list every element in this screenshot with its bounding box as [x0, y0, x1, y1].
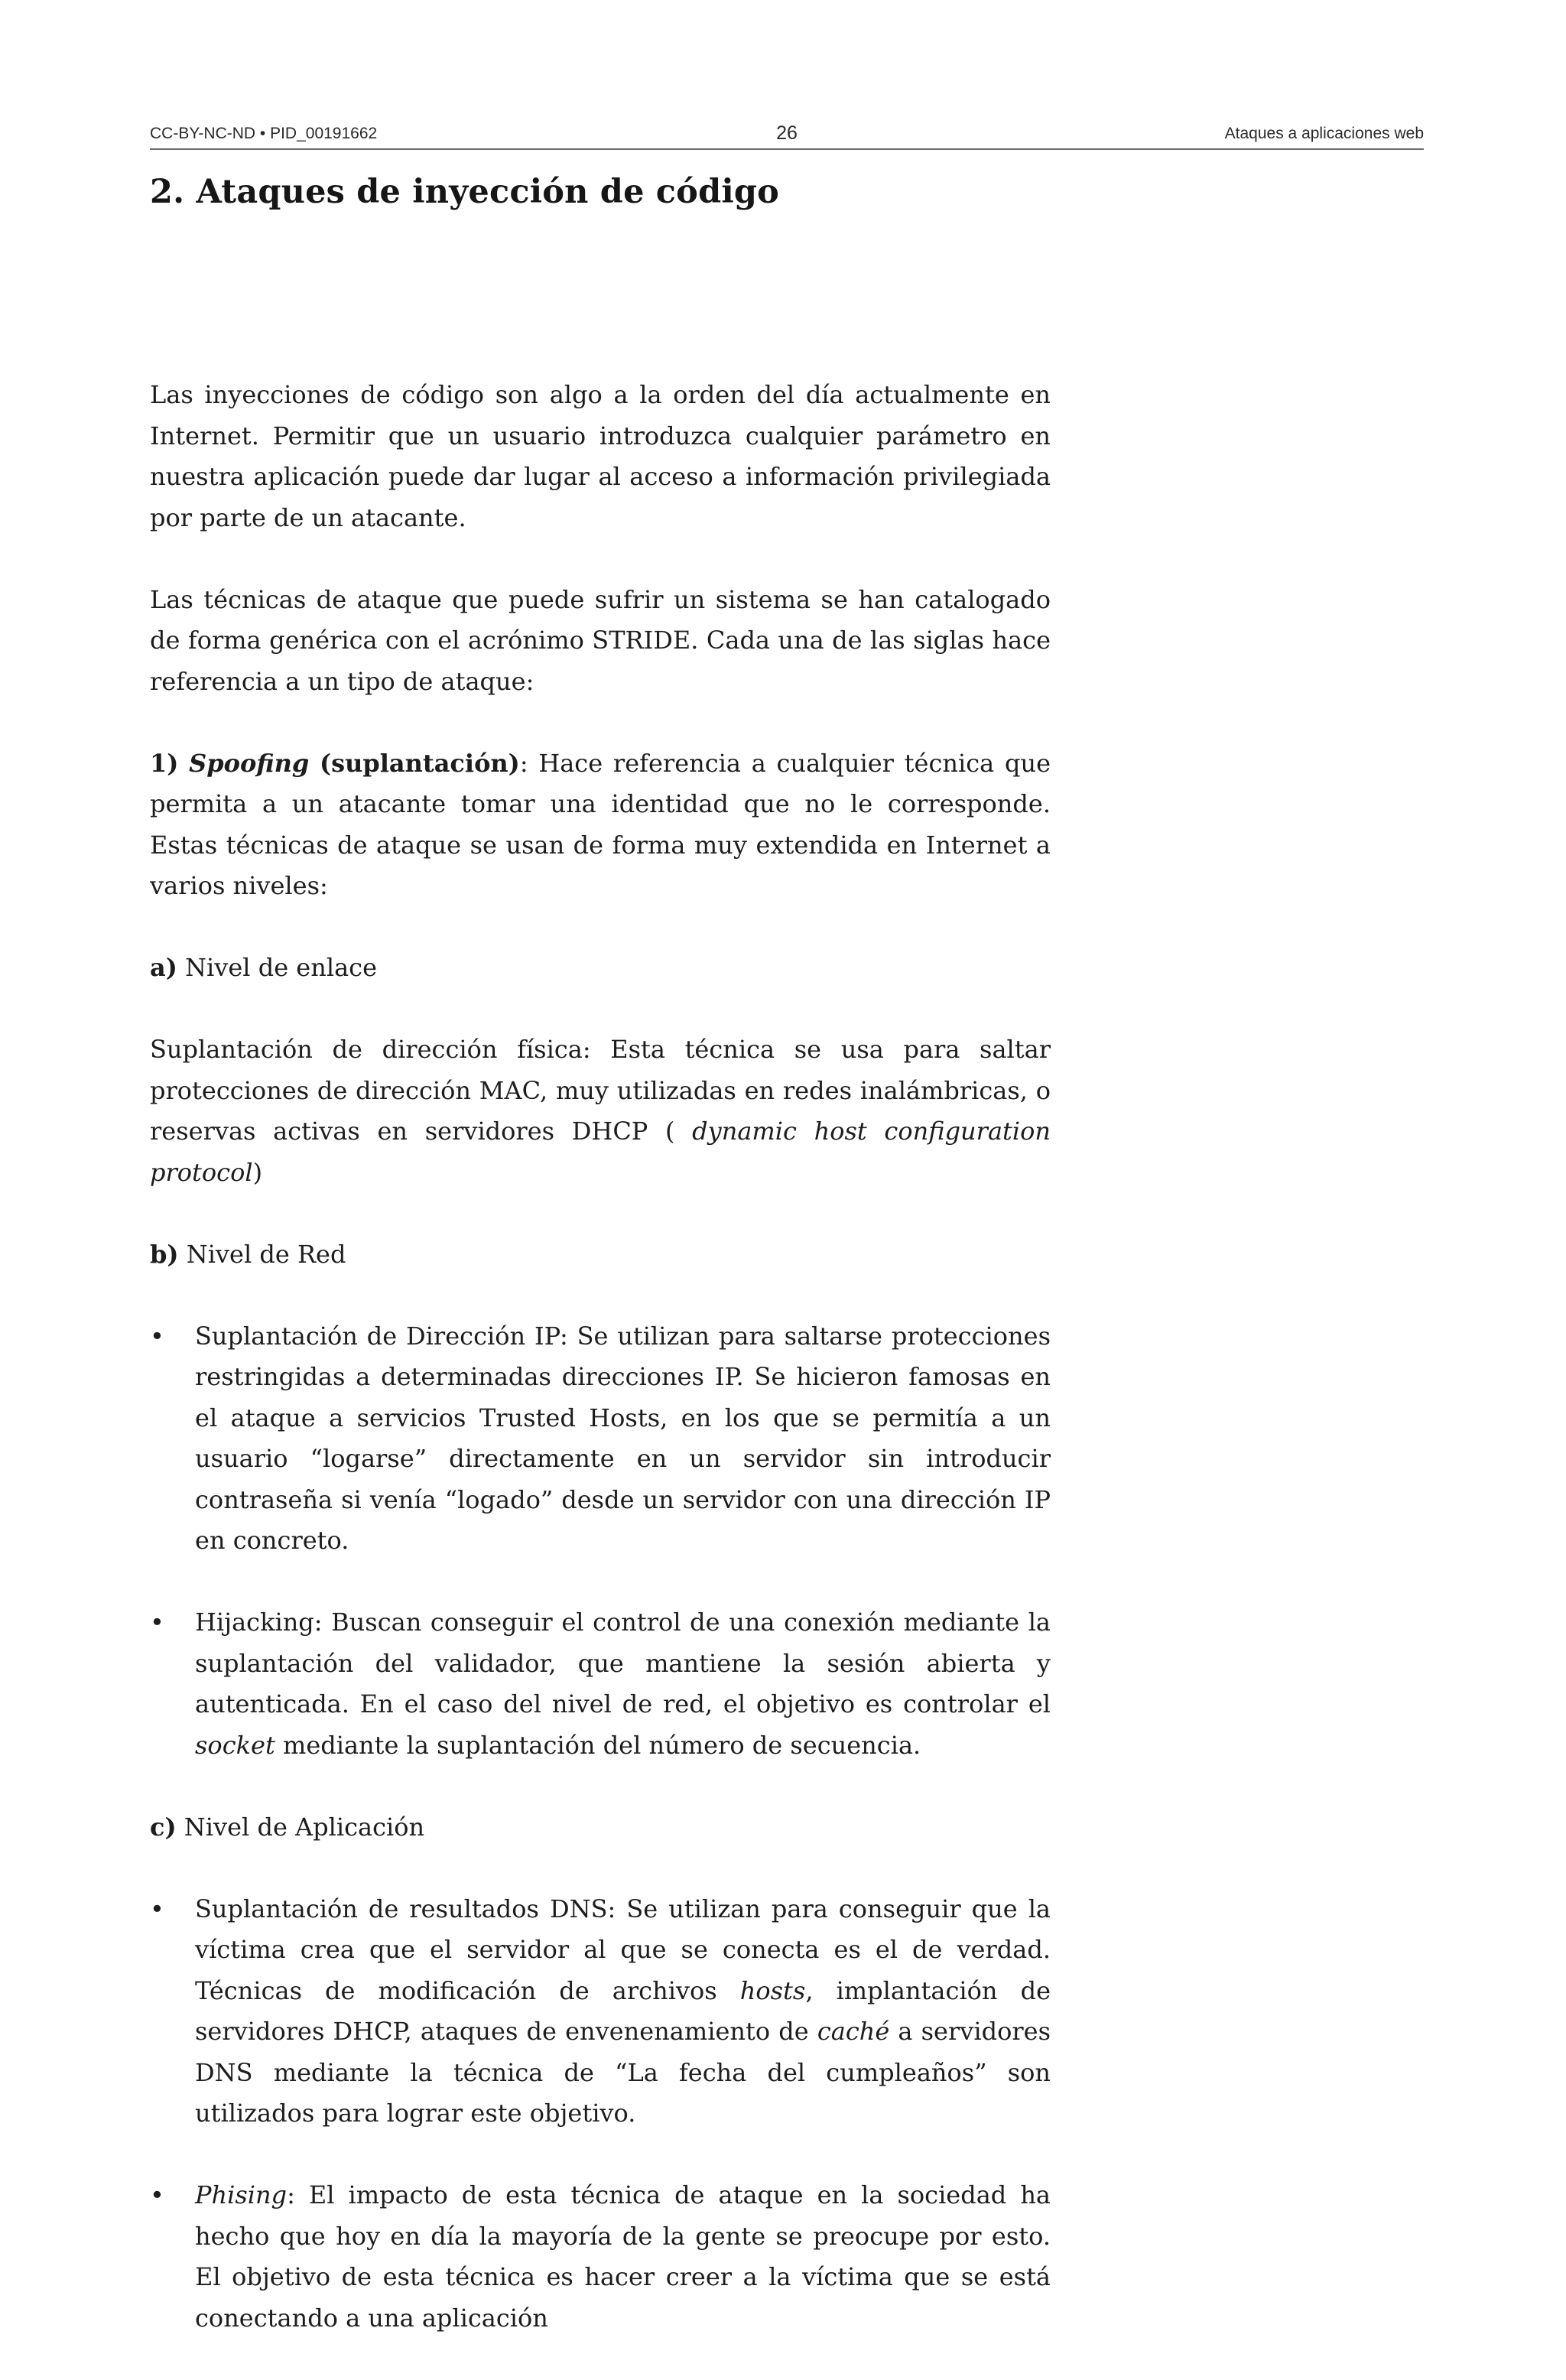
level-a-paragraph: Suplantación de dirección física: Esta técnica se usa para saltar protecciones de dirección MAC, muy utilizadas en redes inalámbricas, o reservas activas en servidores DHCP ( dynamic host configuration protocol) [150, 1035, 1051, 1187]
page-header [150, 122, 1424, 150]
bullet-icon: • [150, 2180, 164, 2209]
body-text [150, 375, 1051, 2380]
list-item-hijacking: • Hijacking: Buscan conseguir el control de una conexión mediante la suplantación del validador, que mantiene la sesión abierta y autenticada. En el caso del nivel de red, el objetivo es controlar el socket mediante la suplantación del número de secuencia. [150, 1602, 1051, 1766]
dhcp-expansion: dynamic host configuration protocol [150, 1117, 1051, 1187]
list-item-phising: • Phising: El impacto de esta técnica de ataque en la sociedad ha hecho que hoy en día la mayoría de la gente se preocupe por esto. El objetivo de esta técnica es hacer creer a la víctima que se está conectando a una aplicación [150, 2175, 1051, 2339]
spoofing-term: Spoofing [189, 748, 310, 778]
license-code: CC-BY-NC-ND • PID_00191662 [150, 125, 378, 142]
level-c-letter: c) [150, 1812, 177, 1842]
running-title: Ataques a aplicaciones web [1224, 125, 1424, 142]
spoofing-paragraph [150, 743, 1051, 907]
item-number: 1) [150, 748, 179, 778]
level-b-list [150, 1316, 1051, 1767]
list-item-ip-spoofing: • Suplantación de Dirección IP: Se utilizan para saltarse protecciones restringidas a determinadas direcciones IP. Se hicieron famosas en el ataque a servicios Trusted Hosts, en los que se permitía a un usuario “logarse” directamente en un servidor sin introducir contraseña si venía “logado” desde un servidor con una dirección IP en concreto. [150, 1316, 1051, 1562]
list-item-dns-spoofing: • Suplantación de resultados DNS: Se utilizan para conseguir que la víctima crea que el servidor al que se conecta es el de verdad. Técnicas de modificación de archivos hosts, implantación de servidores DHCP, ataques de envenenamiento de caché a servidores DNS mediante la técnica de “La fecha del cumpleaños” son utilizados para lograr este objetivo. [150, 1889, 1051, 2135]
level-a-label: Nivel de enlace [177, 953, 378, 982]
level-b-heading [150, 1234, 1051, 1276]
intro-paragraph-1: Las inyecciones de código son algo a la orden del día actualmente en Internet. Permitir que un usuario introduzca cualquier parámetro en nuestra aplicación puede dar lugar al acceso a información privilegiada por parte de un atacante. [150, 380, 1051, 532]
section-title: 2. Ataques de inyección de código [150, 173, 780, 211]
intro-paragraph-2: Las técnicas de ataque que puede sufrir un sistema se han catalogado de forma genérica con el acrónimo STRIDE. Cada una de las siglas hace referencia a un tipo de ataque: [150, 584, 1051, 696]
level-a-letter: a) [150, 953, 177, 982]
level-b-label: Nivel de Red [178, 1239, 346, 1269]
level-c-list [150, 1889, 1051, 2339]
bullet-icon: • [150, 1608, 164, 1637]
level-c-heading [150, 1807, 1051, 1848]
level-a-heading [150, 948, 1051, 989]
level-b-letter: b) [150, 1239, 179, 1269]
bullet-icon: • [150, 1321, 164, 1351]
page-number: 26 [776, 122, 798, 144]
level-c-label: Nivel de Aplicación [176, 1812, 425, 1842]
bullet-icon: • [150, 1894, 164, 1923]
spoofing-description: : Hace referencia a cualquier técnica que permita a un atacante tomar una identidad que no le corresponde. Estas técnicas de ataque se usan de forma muy extendida en Internet a varios niveles: [150, 748, 1051, 900]
spoofing-translation: (suplantación) [319, 748, 520, 778]
